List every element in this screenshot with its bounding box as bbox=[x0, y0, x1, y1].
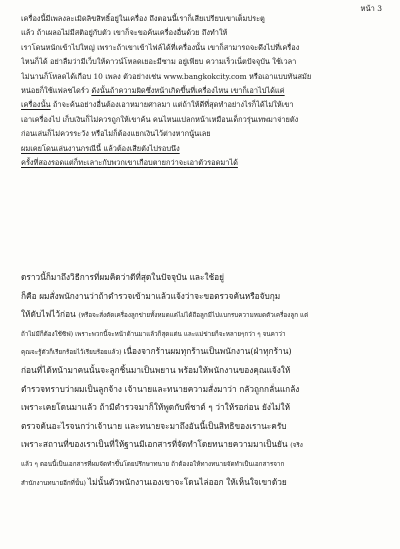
text-line bbox=[21, 305, 378, 324]
text-line bbox=[21, 84, 378, 98]
text-line bbox=[21, 41, 378, 55]
page-number: หน้า 3 bbox=[360, 4, 382, 13]
text-segment: เครื่องนี้มีเพลงละเมิดลิขสิทธิ์อยู่ในเครื่อง ถึงตอนนี้เราก็เสียเปรียบเขาเต็มประตู bbox=[21, 14, 265, 23]
text-line bbox=[21, 454, 378, 473]
text-segment: ถ้าจะค้นอย่างอื่นต้องเอาหมายศาลมา แต่ถ้าให้ดีที่สุดทำอย่างไรก็ได้ไม่ให้เขา bbox=[50, 100, 294, 110]
text-segment: ก่อนที่ได้หน้ามาคนนั้นจะลูกชิ้นมาเป็นพยาน พร้อมให้พนักงานของคุณแจ้งให้ bbox=[21, 364, 291, 375]
text-line bbox=[21, 380, 378, 399]
text-segment: ไม่นานก็โหลดได้เกือบ 10 เพลง ตัวอย่างเช่น www.bangkokcity.com หรือเอาแบบทันสมัย bbox=[21, 71, 312, 81]
text-line bbox=[21, 55, 378, 69]
text-segment: ไหนก็ได้ อย่าลืมว่ามีเว็บให้ดาวน์โหลดเยอะมีซาม อยู่เพียบ ความเร็วเน็ตปัจจุบัน ใช้เวลา bbox=[21, 57, 297, 67]
text-segment: เพราะสถานที่ของเราเป็นที่ให้ฐานมีเอกสารที่จัดทำโดยทนายความมาเป็นยัน bbox=[21, 439, 291, 450]
text-segment: ดราวนี้ก็มาถึงวิธีการที่ผมคิดว่าดีที่สุดในปัจจุบัน และใช้อยู่ bbox=[21, 272, 224, 282]
text-segment: แล้ว ถ้าเผลอไม่มีสติอยู่กับตัว เขาก็จะขอค้นเครื่องอื่นด้วย ถึงทำให้ bbox=[21, 28, 228, 38]
text-line bbox=[21, 12, 378, 26]
text-line bbox=[21, 287, 378, 306]
text-segment: เราโดนหนักเข้าไปใหญ่ เพราะถ้าเขาเข้าไฟล์ได้ที่เครื่องนั้น เขาก็สามารถจะดึงไปที่เครื่อง bbox=[21, 42, 300, 52]
text-line bbox=[21, 342, 378, 361]
text-line bbox=[21, 127, 378, 141]
text-line bbox=[21, 26, 378, 40]
text-line bbox=[21, 417, 378, 436]
text-line bbox=[21, 98, 378, 112]
text-segment: ตำรวจทราบว่าผมเป็นลูกจ้าง เจ้านายและทนายความสั่งมาว่า กลัวถูกกลั่นแกล้ง bbox=[21, 383, 300, 394]
text-line bbox=[21, 473, 378, 492]
text-segment: เอาเครื่องไป เก็บเงินก็ไม่ควรถูกให้เขาค้น คนไหนแปลกหน้าเหมือนเด็กวรุ่นเทพมาจ่ายตัง bbox=[21, 114, 299, 124]
text-segment: แล้ว ๆ ตอนนี้เป็นเอกสารที่ผมจัดทำขึ้นโดยปรึกษาทนาย ถ้าต้องอให้ทางทนายจัดทำเป็นเอกสารจาก bbox=[21, 460, 285, 468]
text-segment: ถ้าไม่มีก็ต้องใช้ซิฟ) เพราะพวกนี้จะหน้าด้านมาแล้วก็สุดแต่น และแม่ข่ายก็จะหลายๆกว่า ๆ จนคาว่า bbox=[21, 330, 286, 338]
text-segment: สำนักงานทนายอีกที่นั้น) bbox=[21, 479, 88, 487]
text-segment: คุณจะรู้ตัวก็เรียกร้อยไว้เรียบร้อยแล้ว) bbox=[21, 349, 124, 357]
text-line bbox=[21, 156, 378, 170]
text-segment: ไม่นั้นตัวพนักงานเองเขาจะโดนไล่ออก ให้เห็นใจเขาด้วย bbox=[87, 476, 287, 487]
text-segment: ก็คือ ผมสั่งพนักงานว่าถ้าตำรวจเข้ามาแล้วแจ้งว่าจะขอตรวจค้นหรือจับกุม bbox=[21, 290, 281, 301]
underlined-text: ครั้งที่สองรอดแต่ก็ทะเลาะกับพวกเขาเกือบตายกว่าจะเอาตัวรอดมาได้ bbox=[21, 157, 238, 167]
underlined-text: ผมเคยโดนเล่นงานกรณีนี้ แล้วต้องเสียตังไปรอบนึง bbox=[21, 143, 180, 153]
text-line bbox=[21, 70, 378, 84]
text-line bbox=[21, 398, 378, 417]
text-line bbox=[21, 113, 378, 127]
text-line bbox=[21, 361, 378, 380]
paragraph-2 bbox=[21, 268, 378, 491]
paragraph-1 bbox=[21, 12, 378, 170]
text-segment: หน่อยก็ใช้แฟลชไดร์ว bbox=[21, 85, 92, 95]
underlined-text: ดังนั้นถ้าความผิดซึ่งหน้าเกิดขึ้นที่เครื่องไหน เขาก็เอาไปได้แค่ bbox=[91, 85, 285, 95]
text-line bbox=[21, 435, 378, 454]
text-segment: (หรือจะสั่งตัดเครื่องลูกข่ายทั้งหมดแต่ไม่ได้ถือลูกมีไปแบกรบความหมดตัวเครื่องลูก แต่ bbox=[78, 312, 309, 320]
text-segment: ก่อนเล่นก็ไม่ควรระวัง หรือไม่ก็ต้องแยกเงินไว้ต่างหากนู้นเลย bbox=[21, 129, 211, 139]
text-line bbox=[21, 142, 378, 156]
text-segment: ตรวจค้นอะไรจนกว่าเจ้านาย และทนายจะมาถึงอันนี้เป็นสิทธิของเรานะครับ bbox=[21, 420, 287, 431]
text-segment: ให้ดับไฟไว้ก่อน bbox=[21, 309, 79, 320]
underlined-text: เครื่องนั้น bbox=[21, 100, 51, 110]
text-line bbox=[21, 268, 378, 287]
text-segment: (จริง bbox=[290, 442, 303, 450]
text-segment: เนื่องจากร้านผมทุกร้านเป็นพนักงาน(ฝ่าทุกร้าน) bbox=[123, 346, 292, 357]
text-line bbox=[21, 324, 378, 343]
text-segment: เพราะเคยโดนมาแล้ว ถ้ามีตำรวจมาก็ให้พูดกับพี่ชาต์ ๆ ว่าให้รอก่อน ยังไม่ให้ bbox=[21, 402, 291, 413]
